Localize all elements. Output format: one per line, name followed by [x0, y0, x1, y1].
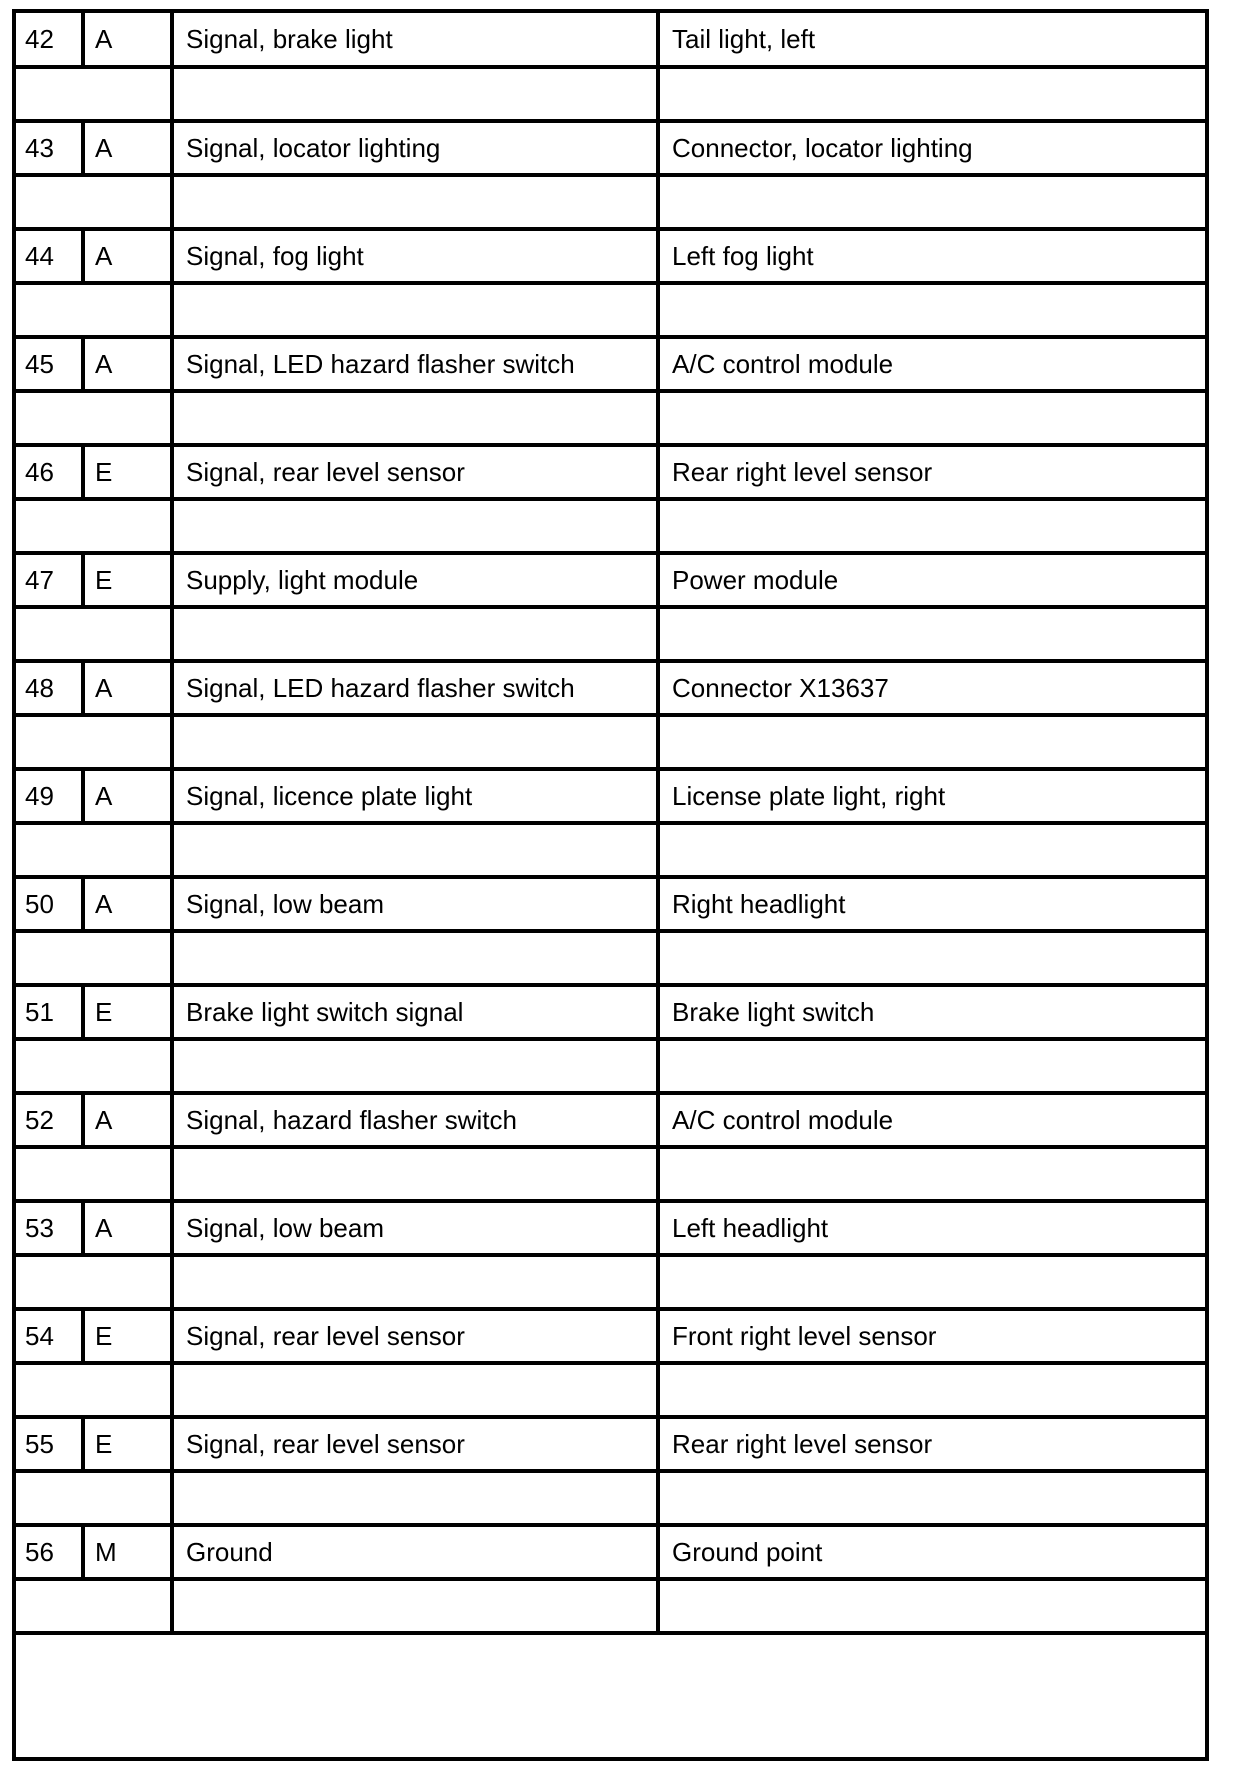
table-row: [16, 1093, 1205, 1147]
pin-number-cell: 44: [16, 229, 83, 283]
blank-cell: [172, 715, 658, 769]
blank-cell: [16, 1039, 172, 1093]
blank-cell: [172, 283, 658, 337]
blank-cell: [172, 1255, 658, 1309]
pin-number-cell: 54: [16, 1309, 83, 1363]
blank-cell: [172, 67, 658, 121]
function-cell: Signal, LED hazard flasher switch: [172, 661, 658, 715]
blank-cell: [658, 1039, 1205, 1093]
pin-number-cell: 46: [16, 445, 83, 499]
blank-row: [16, 67, 1205, 121]
pin-number-cell: 52: [16, 1093, 83, 1147]
function-cell: Signal, LED hazard flasher switch: [172, 337, 658, 391]
blank-cell: [16, 607, 172, 661]
blank-cell: [172, 1039, 658, 1093]
blank-cell: [658, 1147, 1205, 1201]
blank-cell: [16, 1147, 172, 1201]
blank-row: [16, 499, 1205, 553]
blank-cell: [16, 67, 172, 121]
table-row: [16, 1525, 1205, 1579]
destination-cell: Connector, locator lighting: [658, 121, 1205, 175]
blank-cell: [658, 1255, 1205, 1309]
blank-cell: [16, 931, 172, 985]
table-row: [16, 121, 1205, 175]
pin-number-cell: 49: [16, 769, 83, 823]
function-cell: Signal, low beam: [172, 877, 658, 931]
blank-cell: [172, 391, 658, 445]
signal-type-cell: A: [83, 337, 172, 391]
destination-cell: Left fog light: [658, 229, 1205, 283]
signal-type-cell: A: [83, 229, 172, 283]
blank-row: [16, 607, 1205, 661]
pin-number-cell: 43: [16, 121, 83, 175]
signal-type-cell: E: [83, 445, 172, 499]
signal-type-cell: A: [83, 769, 172, 823]
blank-cell: [172, 1363, 658, 1417]
destination-cell: A/C control module: [658, 337, 1205, 391]
destination-cell: Front right level sensor: [658, 1309, 1205, 1363]
pin-number-cell: 55: [16, 1417, 83, 1471]
table-row: [16, 877, 1205, 931]
destination-cell: Left headlight: [658, 1201, 1205, 1255]
pin-assignment-table: [16, 13, 1205, 1635]
table-row: [16, 445, 1205, 499]
pin-number-cell: 45: [16, 337, 83, 391]
table-row: [16, 13, 1205, 67]
table-row: [16, 1201, 1205, 1255]
destination-cell: Brake light switch: [658, 985, 1205, 1039]
signal-type-cell: A: [83, 1201, 172, 1255]
function-cell: Signal, brake light: [172, 13, 658, 67]
blank-cell: [658, 1471, 1205, 1525]
blank-cell: [172, 1147, 658, 1201]
blank-row: [16, 1147, 1205, 1201]
destination-cell: Ground point: [658, 1525, 1205, 1579]
signal-type-cell: A: [83, 121, 172, 175]
blank-cell: [658, 175, 1205, 229]
blank-cell: [16, 1579, 172, 1633]
blank-cell: [16, 823, 172, 877]
pin-number-cell: 42: [16, 13, 83, 67]
blank-cell: [16, 499, 172, 553]
blank-cell: [658, 1363, 1205, 1417]
blank-cell: [172, 931, 658, 985]
signal-type-cell: A: [83, 661, 172, 715]
blank-cell: [16, 391, 172, 445]
blank-cell: [16, 175, 172, 229]
function-cell: Ground: [172, 1525, 658, 1579]
blank-row: [16, 931, 1205, 985]
pin-number-cell: 47: [16, 553, 83, 607]
signal-type-cell: A: [83, 877, 172, 931]
pin-number-cell: 56: [16, 1525, 83, 1579]
blank-cell: [16, 283, 172, 337]
function-cell: Supply, light module: [172, 553, 658, 607]
blank-cell: [658, 715, 1205, 769]
function-cell: Signal, low beam: [172, 1201, 658, 1255]
blank-cell: [658, 1579, 1205, 1633]
signal-type-cell: E: [83, 985, 172, 1039]
function-cell: Signal, licence plate light: [172, 769, 658, 823]
destination-cell: Rear right level sensor: [658, 1417, 1205, 1471]
function-cell: Signal, rear level sensor: [172, 1309, 658, 1363]
function-cell: Signal, rear level sensor: [172, 1417, 658, 1471]
blank-row: [16, 175, 1205, 229]
signal-type-cell: A: [83, 13, 172, 67]
destination-cell: Rear right level sensor: [658, 445, 1205, 499]
blank-cell: [172, 175, 658, 229]
signal-type-cell: A: [83, 1093, 172, 1147]
pin-number-cell: 51: [16, 985, 83, 1039]
table-row: [16, 1309, 1205, 1363]
blank-row: [16, 1363, 1205, 1417]
blank-cell: [658, 607, 1205, 661]
blank-row: [16, 1471, 1205, 1525]
signal-type-cell: E: [83, 553, 172, 607]
blank-cell: [16, 1363, 172, 1417]
table-row: [16, 769, 1205, 823]
blank-cell: [658, 391, 1205, 445]
function-cell: Signal, fog light: [172, 229, 658, 283]
blank-cell: [172, 1579, 658, 1633]
blank-cell: [172, 607, 658, 661]
destination-cell: A/C control module: [658, 1093, 1205, 1147]
table-row: [16, 337, 1205, 391]
pin-assignment-sheet: [12, 9, 1209, 1761]
pin-number-cell: 50: [16, 877, 83, 931]
pin-number-cell: 48: [16, 661, 83, 715]
function-cell: Signal, hazard flasher switch: [172, 1093, 658, 1147]
table-row: [16, 229, 1205, 283]
blank-cell: [172, 1471, 658, 1525]
blank-cell: [658, 823, 1205, 877]
blank-row: [16, 823, 1205, 877]
blank-cell: [16, 1471, 172, 1525]
destination-cell: License plate light, right: [658, 769, 1205, 823]
blank-cell: [16, 1255, 172, 1309]
blank-cell: [658, 499, 1205, 553]
destination-cell: Connector X13637: [658, 661, 1205, 715]
blank-cell: [172, 499, 658, 553]
blank-row: [16, 391, 1205, 445]
table-row: [16, 553, 1205, 607]
signal-type-cell: M: [83, 1525, 172, 1579]
destination-cell: Right headlight: [658, 877, 1205, 931]
blank-cell: [172, 823, 658, 877]
table-row: [16, 985, 1205, 1039]
pin-number-cell: 53: [16, 1201, 83, 1255]
signal-type-cell: E: [83, 1417, 172, 1471]
table-body: [16, 13, 1205, 1633]
table-row: [16, 1417, 1205, 1471]
blank-cell: [16, 715, 172, 769]
function-cell: Signal, rear level sensor: [172, 445, 658, 499]
blank-cell: [658, 283, 1205, 337]
blank-row: [16, 1579, 1205, 1633]
blank-row: [16, 283, 1205, 337]
function-cell: Signal, locator lighting: [172, 121, 658, 175]
blank-row: [16, 1255, 1205, 1309]
destination-cell: Tail light, left: [658, 13, 1205, 67]
blank-row: [16, 715, 1205, 769]
signal-type-cell: E: [83, 1309, 172, 1363]
table-row: [16, 661, 1205, 715]
destination-cell: Power module: [658, 553, 1205, 607]
function-cell: Brake light switch signal: [172, 985, 658, 1039]
blank-cell: [658, 67, 1205, 121]
blank-cell: [658, 931, 1205, 985]
blank-row: [16, 1039, 1205, 1093]
